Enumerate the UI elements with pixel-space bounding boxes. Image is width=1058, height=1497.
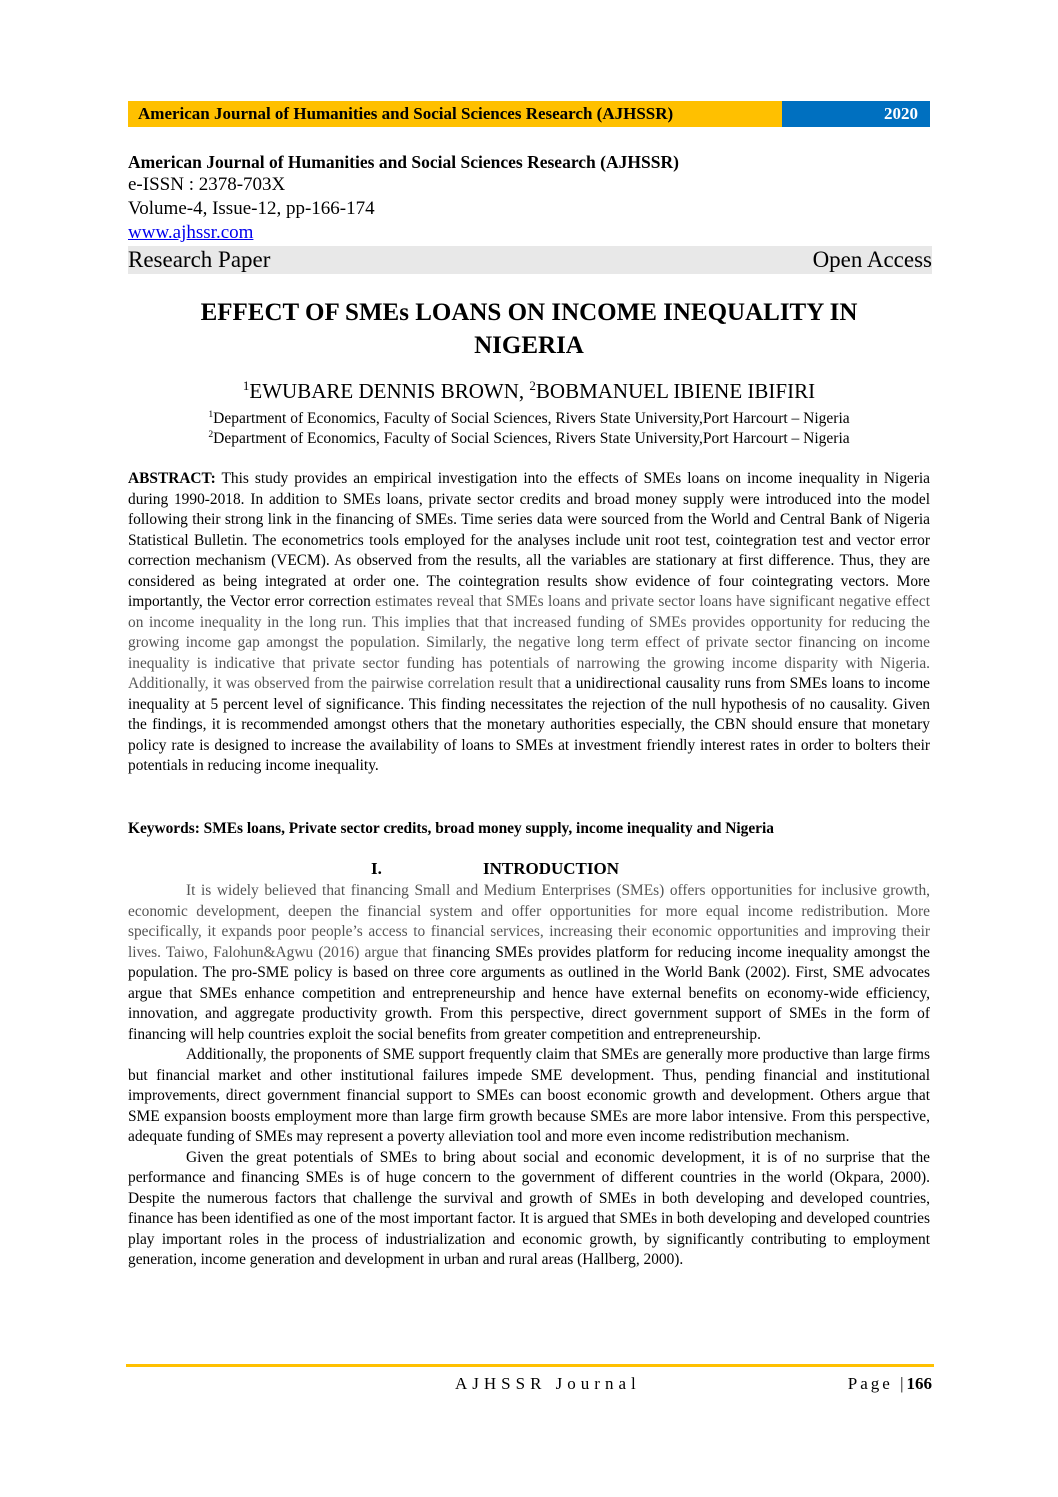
footer-journal: AJHSSR Journal — [455, 1374, 641, 1393]
footer-page-number: 166 — [906, 1374, 932, 1393]
footer-page-label: Page | — [847, 1374, 907, 1393]
affiliation-2-text: Department of Economics, Faculty of Social Sciences, Rivers State University,Port Harcourt – Nigeria — [213, 430, 850, 447]
page-footer — [128, 1372, 932, 1396]
affiliation-2 — [128, 429, 930, 449]
abstract-part-1: This study provides an empirical investigation into the effects of SMEs loans on income inequality in Nigeria during 1990-2018. In addition to SMEs loans, private sector credits and broad money supply were introduced into the model following their strong link in the financing of SMEs. Time series data were sourced from the World and Central Bank of Nigeria Statistical Bulletin. The econometrics tools employed for the analyses include unit root test, cointegration test and vector error correction mechanism (VECM). As observed from the results, all the variables are stationary at first difference. Thus, they are considered as being integrated at order one. The cointegration results show evidence of four cointegrating vectors. More importantly, the Vector error correction — [128, 470, 930, 610]
affiliation-1 — [128, 409, 930, 429]
meta-volume: Volume-4, Issue-12, pp-166-174 — [128, 198, 375, 219]
access-type: Open Access — [812, 247, 932, 272]
introduction-body — [128, 881, 930, 1271]
intro-paragraph-1 — [128, 881, 930, 1045]
header-journal-name: American Journal of Humanities and Social Sciences Research (AJHSSR) — [128, 101, 782, 127]
running-header — [128, 101, 930, 127]
paper-title — [128, 296, 930, 362]
title-line-2: NIGERIA — [474, 332, 584, 359]
abstract — [128, 469, 930, 777]
abstract-part-3: a unidirectional causality runs from SMEs loans to income inequality at 5 percent level of significance. This finding necessitates the rejection of the null hypothesis of no causality. Given the findings, it is recommended amongst others that the monetary authorities especially, the CBN should ensure that monetary policy rate is designed to increase the availability of loans to SMEs at investment friendly interest rates in order to bolters their potentials in reducing income inequality. — [128, 675, 930, 774]
abstract-part-2: estimates reveal that SMEs loans and private sector loans have significant negative effect on income inequality in the long run. This implies that that increased funding of SMEs provides opportunity for reducing the growing income gap amongst the population. Similarly, the negative long term effect of private sector financing on income inequality is indicative that private sector funding has potentials of narrowing the growing income disparity with Nigeria. Additionally, it was observed from the pairwise correlation result that — [128, 593, 930, 692]
author-1-sup: 1 — [242, 378, 250, 393]
meta-journal-name: American Journal of Humanities and Social Sciences Research (AJHSSR) — [128, 152, 679, 172]
keywords: Keywords: SMEs loans, Private sector credits, broad money supply, income inequality and Nigeria — [128, 820, 774, 837]
title-line-1: EFFECT OF SMEs LOANS ON INCOME INEQUALITY IN — [200, 299, 858, 326]
affiliation-1-text: Department of Economics, Faculty of Social Sciences, Rivers State University,Port Harcourt – Nigeria — [213, 410, 850, 427]
author-2: BOBMANUEL IBIENE IBIFIRI — [535, 379, 816, 403]
abstract-label: ABSTRACT: — [128, 470, 216, 487]
author-2-sup: 2 — [529, 378, 536, 393]
affiliation-2-sup: 2 — [208, 428, 214, 440]
affiliation-1-sup: 1 — [208, 408, 214, 420]
author-1: EWUBARE DENNIS BROWN, — [249, 379, 530, 403]
intro-p1-gray: It is widely believed that financing Small and Medium Enterprises (SMEs) offers opportunities for inclusive growth, economic development, deepen the financial system and offer opportunities for more equal income redistribution. More specifically, it expands poor people’s access to financial services, increasing their economic opportunities and improving their lives. Taiwo, Falohun&Agwu (2016) argue that f — [128, 882, 930, 961]
journal-meta — [128, 151, 932, 274]
paper-type-row — [128, 246, 932, 274]
intro-paragraph-2: Additionally, the proponents of SME support frequently claim that SMEs are generally more productive than large firms but financial market and other institutional failures impede SME development. Thus, pending financial and institutional improvements, direct government financial support to SMEs can boost economic growth and development. Others argue that SME expansion boosts employment more than large firm growth because SMEs are more labor intensive. From this perspective, adequate funding of SMEs may represent a poverty alleviation tool and more even income redistribution mechanism. — [128, 1046, 930, 1145]
footer-rule — [126, 1364, 934, 1367]
paper-type: Research Paper — [128, 247, 271, 272]
section-title: INTRODUCTION — [483, 859, 620, 878]
intro-p1-rest: inancing SMEs provides platform for reducing income inequality amongst the population. The pro-SME policy is based on three core arguments as outlined in the World Bank (2002). First, SME advocates argue that SMEs enhance competition and entrepreneurship and hence have external benefits on economy-wide efficiency, innovation, and aggregate productivity growth. From this perspective, direct government support of SMEs in the form of financing will help countries exploit the social benefits from greater competition and entrepreneurship. — [128, 943, 930, 1043]
section-number: I. — [371, 859, 382, 878]
journal-website-link[interactable]: www.ajhssr.com — [128, 222, 254, 243]
intro-paragraph-3: Given the great potentials of SMEs to bring about social and economic development, it is of no surprise that the performance and financing SMEs is of huge concern to the government of different countries in the world (Okpara, 2000). Despite the numerous factors that challenge the survival and growth of SMEs in both developing and developed countries, finance has been identified as one of the most important factor. It is argued that SMEs in both developing and developed countries play important roles in the process of industrialization and economic growth, by significantly contributing to employment generation, income generation and development in urban and rural areas (Hallberg, 2000). — [128, 1148, 930, 1268]
footer-page — [848, 1372, 932, 1396]
authors — [128, 378, 930, 404]
header-year: 2020 — [782, 101, 930, 127]
meta-issn: e-ISSN : 2378-703X — [128, 174, 286, 195]
